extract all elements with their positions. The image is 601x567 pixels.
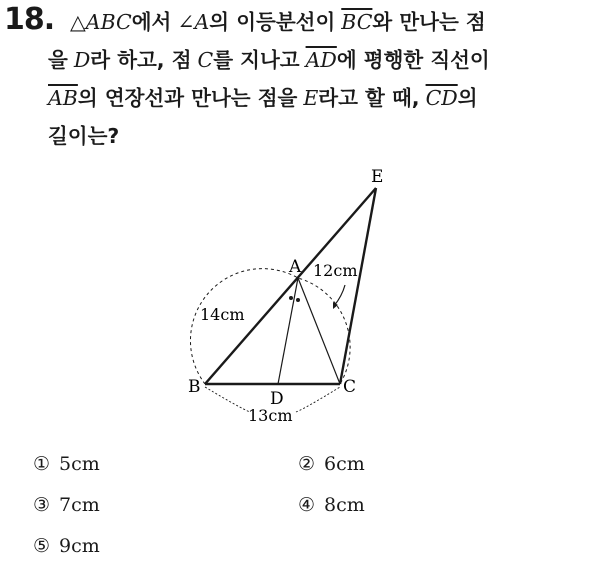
choice-text: 8cm — [324, 494, 365, 516]
line-ce — [340, 188, 376, 384]
label-b: B — [188, 377, 201, 397]
length-label-ab: 14cm — [200, 305, 245, 324]
choice-number: ④ — [298, 494, 316, 516]
segment-ad: $\overline{AD}$ — [305, 48, 337, 72]
label-c: C — [343, 377, 357, 397]
choice-number: ① — [33, 453, 51, 475]
text: 의 — [457, 86, 478, 110]
choice-2[interactable] — [298, 453, 365, 475]
text: 에서 — [131, 10, 172, 34]
choice-number: ③ — [33, 494, 51, 516]
choice-text: 6cm — [324, 453, 365, 475]
choice-3[interactable] — [33, 494, 100, 516]
text: 라고 할 때, — [318, 86, 420, 110]
text: 의 연장선과 만나는 점을 — [77, 86, 298, 110]
text: 와 만나는 점 — [372, 10, 486, 34]
choice-4[interactable] — [298, 494, 365, 516]
text: 길이는? — [48, 124, 120, 148]
choice-5[interactable] — [33, 535, 100, 557]
segment-bc: $\overline{BC}$ — [341, 10, 373, 34]
text: 을 — [48, 48, 68, 72]
text: 를 지나고 — [213, 48, 300, 72]
triangle-abc: △ABC — [70, 10, 132, 34]
label-d: D — [270, 389, 284, 409]
choice-1[interactable] — [33, 453, 100, 475]
segment-cd: $\overline{CD}$ — [425, 86, 458, 110]
line-ac — [298, 278, 340, 384]
angle-mark-dot — [289, 296, 293, 300]
pointer-arrow-12cm — [334, 285, 345, 306]
line-ad — [278, 278, 298, 384]
choice-number: ⑤ — [33, 535, 51, 557]
choice-text: 9cm — [59, 535, 100, 557]
label-e: E — [371, 167, 384, 187]
text: 의 이등분선이 — [209, 10, 336, 34]
segment-ab: $\overline{AB}$ — [48, 86, 78, 110]
point-e: E — [303, 86, 319, 110]
angle-a: ∠A — [177, 10, 210, 34]
choice-text: 5cm — [59, 453, 100, 475]
line-be — [205, 188, 376, 384]
question-number: 18. — [4, 2, 55, 37]
text: 에 평행한 직선이 — [336, 48, 490, 72]
point-c: C — [197, 48, 214, 72]
angle-mark-dot — [296, 298, 300, 302]
label-a: A — [289, 257, 302, 277]
length-label-ac: 12cm — [313, 261, 358, 280]
point-d: D — [73, 48, 91, 72]
text: 라 하고, 점 — [90, 48, 192, 72]
circumcircle-dashed — [190, 269, 350, 384]
choice-number: ② — [298, 453, 316, 475]
length-label-bc: 13cm — [248, 406, 293, 425]
choice-text: 7cm — [59, 494, 100, 516]
